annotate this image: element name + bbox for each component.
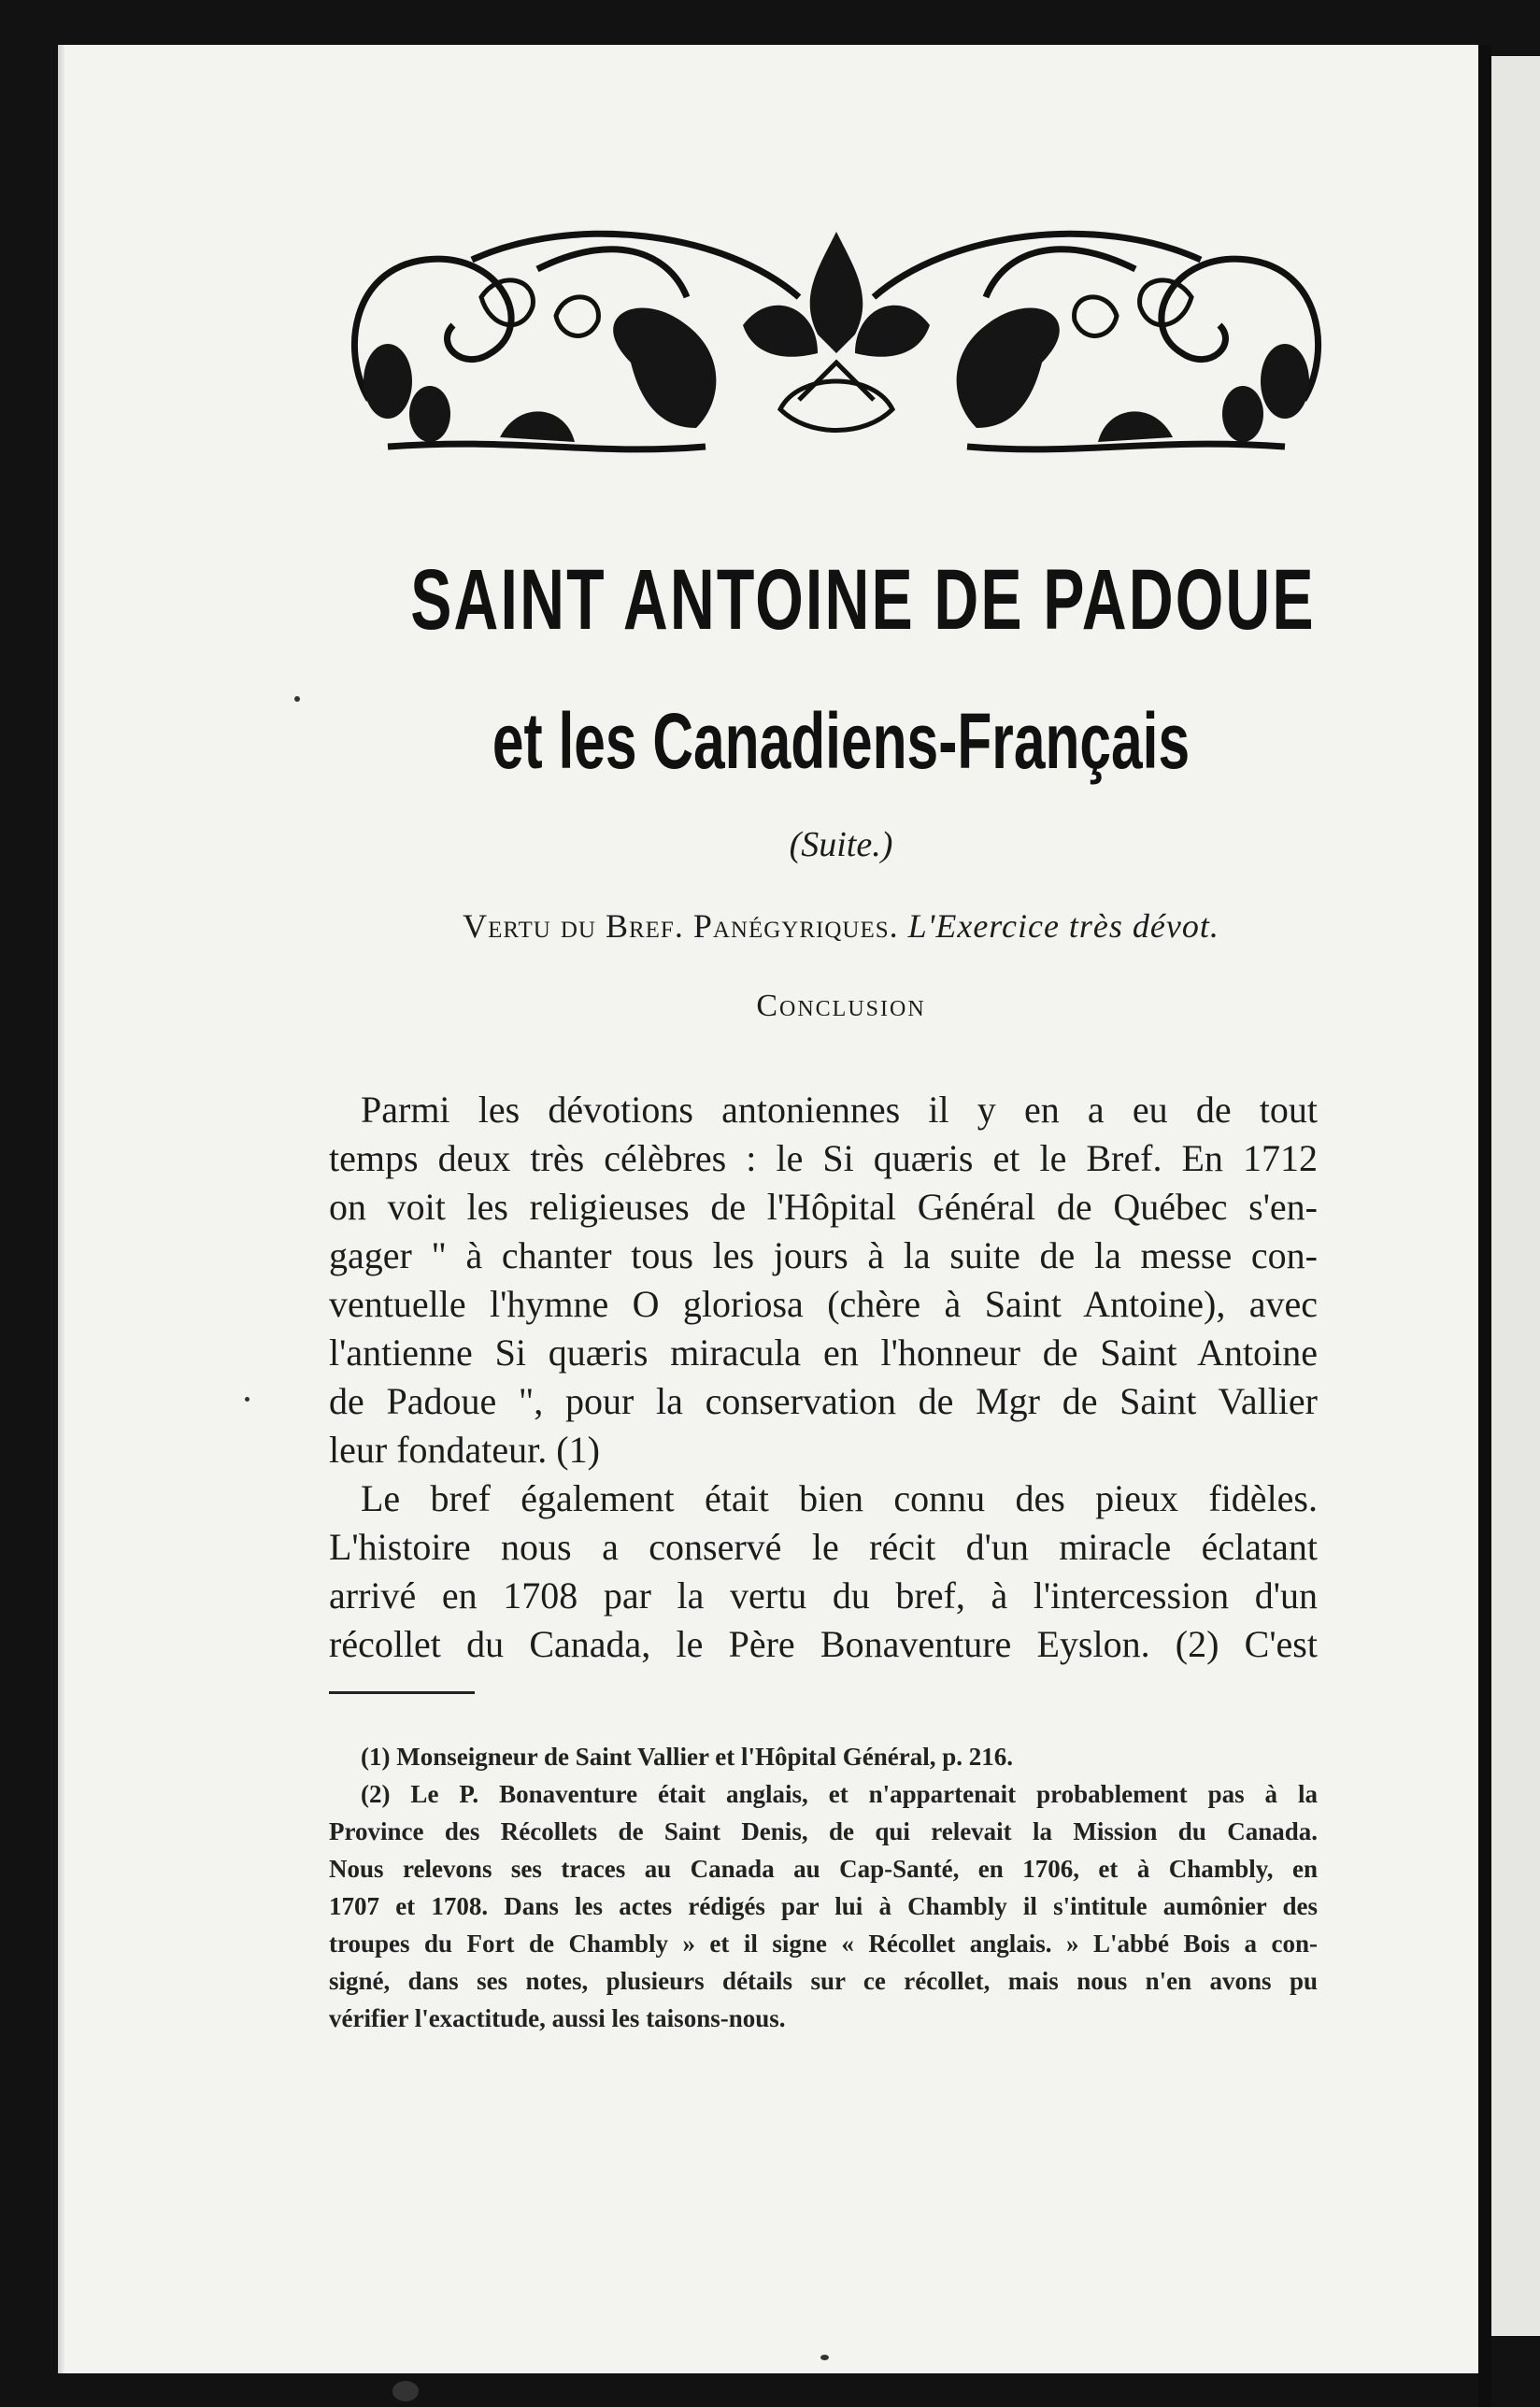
title-line-2: et les Canadiens-Français <box>492 697 1191 785</box>
scan-speck <box>392 2381 419 2401</box>
subheading-part-3: L'Exercice très dévot. <box>907 907 1219 945</box>
body-line: l'antienne Si quæris miracula en l'honneur de Saint Antoine <box>329 1332 1318 1374</box>
body-line: récollet du Canada, le Père Bonaventure Eyslon. (2) C'est <box>329 1623 1318 1665</box>
body-line: de Padoue ", pour la conservation de Mgr de Saint Vallier <box>329 1380 1318 1422</box>
body-line: ventuelle l'hymne O gloriosa (chère à Saint Antoine), avec <box>329 1283 1318 1325</box>
body-line: gager " à chanter tous les jours à la suite de la messe con- <box>329 1234 1318 1276</box>
body-paragraphs <box>329 1086 1318 1669</box>
suite-label: (Suite.) <box>789 825 893 864</box>
title-line-1: SAINT ANTOINE DE PADOUE <box>410 552 1316 648</box>
body-line: leur fondateur. (1) <box>329 1429 600 1471</box>
page-gutter <box>1478 45 1491 2407</box>
footnote-line: (1) Monseigneur de Saint Vallier et l'Hôpital Général, p. 216. <box>361 1743 1014 1771</box>
body-line: L'histoire nous a conservé le récit d'un miracle éclatant <box>329 1526 1318 1568</box>
footnote-rule <box>329 1691 475 1694</box>
body-line: on voit les religieuses de l'Hôpital Général de Québec s'en- <box>329 1186 1318 1228</box>
footnote-line: 1707 et 1708. Dans les actes rédigés par lui à Chambly il s'intitule aumônier des <box>329 1892 1318 1920</box>
body-line: Parmi les dévotions antoniennes il y en a eu de tout <box>361 1089 1318 1131</box>
body-line: temps deux très célèbres : le Si quæris et le Bref. En 1712 <box>329 1137 1318 1179</box>
scan-speck <box>245 1397 250 1402</box>
page-edge <box>58 45 65 2373</box>
subheading-part-1: Vertu du Bref. <box>463 907 684 945</box>
body-line: arrivé en 1708 par la vertu du bref, à l'intercession d'un <box>329 1574 1318 1617</box>
footnote-line: vérifier l'exactitude, aussi les taisons-nous. <box>329 2004 786 2032</box>
footnote-line: Province des Récollets de Saint Denis, de qui relevait la Mission du Canada. <box>329 1817 1318 1845</box>
footnote-line: signé, dans ses notes, plusieurs détails sur ce récollet, mais nous n'en avons pu <box>329 1967 1318 1995</box>
chapter-subheading <box>243 906 1439 946</box>
footnote-line: troupes du Fort de Chambly » et il signe « Récollet anglais. » L'abbé Bois a con- <box>329 1930 1318 1958</box>
subheading-part-2: Panégyriques. <box>692 907 899 945</box>
floral-ornament-headpiece <box>332 213 1341 465</box>
scan-speck <box>820 2355 829 2360</box>
footnotes <box>329 1738 1318 2037</box>
section-heading: Conclusion <box>756 989 926 1023</box>
facing-page-edge <box>1491 56 1540 2336</box>
footnote-line: Nous relevons ses traces au Canada au Cap-Santé, en 1706, et à Chambly, en <box>329 1855 1318 1883</box>
body-line: Le bref également était bien connu des pieux fidèles. <box>361 1477 1318 1519</box>
scan-speck <box>294 696 300 702</box>
footnote-line: (2) Le P. Bonaventure était anglais, et n'appartenait probablement pas à la <box>361 1780 1318 1808</box>
